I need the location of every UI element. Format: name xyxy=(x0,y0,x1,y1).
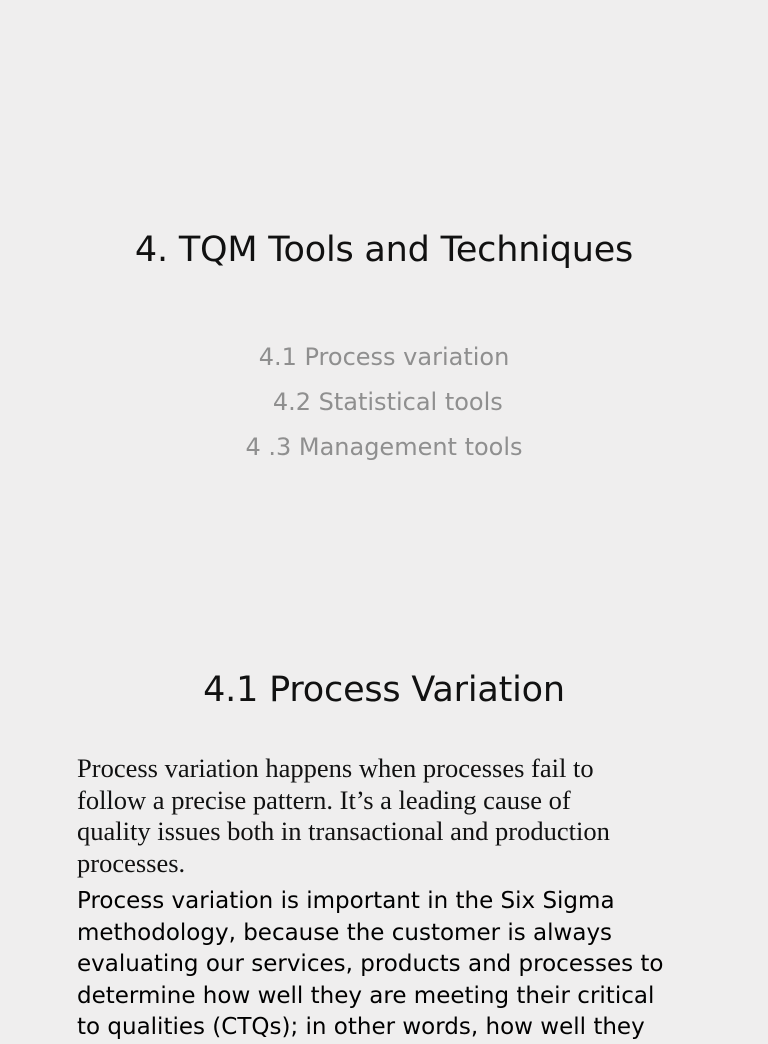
section-heading: 4.1 Process Variation xyxy=(203,670,565,710)
paragraph-line: quality issues both in transactional and production xyxy=(77,816,610,846)
paragraph-line: Process variation happens when processes fail to xyxy=(77,753,594,783)
subtitle-item: 4.1 Process variation xyxy=(258,343,510,371)
slide-title: 4. TQM Tools and Techniques xyxy=(134,230,634,270)
paragraph-line: follow a precise pattern. It’s a leading cause of xyxy=(77,784,571,815)
paragraph-line: processes. xyxy=(77,847,186,878)
paragraph-line: evaluating our services, products and processes to xyxy=(77,951,664,977)
paragraph-serif xyxy=(77,753,717,879)
paragraph-line: determine how well they are meeting their critical xyxy=(77,982,655,1009)
subtitle-item: 4 .3 Management tools xyxy=(245,433,523,461)
paragraph-sans xyxy=(77,886,737,1044)
subtitle-list xyxy=(0,335,768,470)
paragraph-line: Process variation is important in the Six Sigma xyxy=(77,888,615,914)
paragraph-line: methodology, because the customer is always xyxy=(77,919,613,946)
paragraph-line: to qualities (CTQs); in other words, how well they xyxy=(77,1014,645,1040)
subtitle-item: 4.2 Statistical tools xyxy=(265,388,503,416)
